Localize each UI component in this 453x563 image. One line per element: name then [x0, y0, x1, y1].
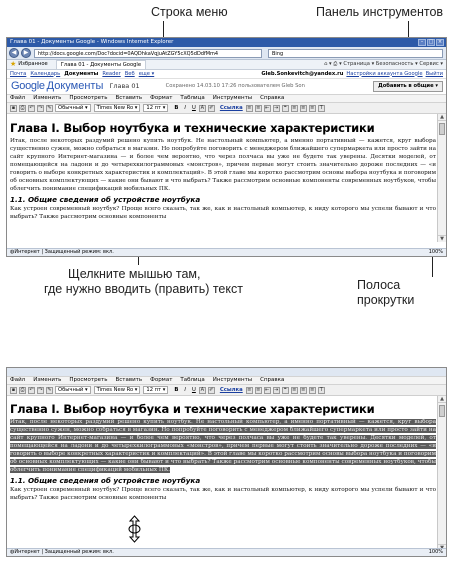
account-settings-link[interactable]: Настройки аккаунта Google	[346, 70, 423, 77]
mouse-cursor-icon	[128, 515, 141, 543]
url-field[interactable]: http://docs.google.com/Doc?docid=0AQDhkaVqjuAtZGY5cXQ5dDdfMm4	[34, 49, 262, 58]
print-doc-icon[interactable]: ⎙	[20, 104, 25, 111]
globe-icon: ◍	[10, 249, 15, 255]
menu-edit[interactable]: Изменить	[33, 377, 62, 383]
user-email: Gleb.Sonkevitch@yandex.ru	[261, 70, 344, 77]
callout-click-line1: Щелкните мышью там,	[68, 267, 201, 281]
highlight-icon[interactable]: ✐	[209, 386, 214, 393]
indent-icon[interactable]: ⇥	[274, 104, 279, 111]
saved-status: Сохранено 14.03.10 17:26 пользователем Gleb Son	[165, 83, 305, 89]
menu-bar-2	[7, 376, 446, 385]
align-right-icon[interactable]: ≡	[310, 386, 315, 393]
window-titlebar	[7, 38, 446, 47]
font-value: Times New Ro	[96, 387, 134, 393]
zoom-level[interactable]: 100%	[428, 249, 443, 255]
back-icon[interactable]: ◀	[9, 48, 19, 58]
vertical-scrollbar[interactable]	[437, 114, 446, 242]
status-bar	[7, 248, 446, 256]
align-center-icon[interactable]: ≡	[301, 386, 306, 393]
menu-insert[interactable]: Вставить	[115, 377, 143, 383]
align-left-icon[interactable]: ≡	[292, 104, 297, 111]
bold-button[interactable]: B	[174, 386, 179, 393]
doc-paragraph[interactable]: Итак, после некоторых раздумий решено купить ноутбук. Не настольный компьютер, а именно портативный — кажется, круг выбора существенно сужен, можно собраться в магазин. Но попробуйте поговорить с менеджером ближайшего супермаркета или просто зайти на сайт крупного Интернет-магазина — и более чем вероятно, что через полчаса вы уже не будете так уверены. Десятки моделей, от помещающейся на ладони и до четырехкилограммовых «монстров», причем первые могут стоить значительно дороже последних — «и говорить о выборе конкретных характеристик и комплектаций». В этой главе мы коротко рассмотрим основы выбора ноутбука и поговорим об основных комплектующих — какие они бывают и что выбрать? Также рассмотрим основные компоненты современных ноутбуков, чтобы облегчить понимание спецификаций мобильных ПК.	[10, 138, 436, 192]
menu-table[interactable]: Таблица	[180, 95, 205, 101]
italic-button[interactable]: I	[184, 104, 186, 111]
quote-icon[interactable]: ❝	[282, 387, 289, 394]
callout-click-line2: где нужно вводить (править) текст	[44, 282, 243, 296]
gbar-calendar[interactable]: Календарь	[30, 70, 61, 77]
doc-paragraph-selected[interactable]	[10, 418, 436, 474]
address-bar	[7, 47, 446, 60]
link-button[interactable]: Ссылка	[219, 386, 243, 393]
scroll-thumb[interactable]	[439, 405, 445, 417]
print-icon[interactable]: ⎙ ▾	[333, 61, 344, 67]
vertical-scrollbar-2[interactable]	[437, 396, 446, 551]
service-menu[interactable]: Сервис	[419, 61, 439, 67]
maximize-button[interactable]: □	[428, 39, 434, 45]
paint-format-icon[interactable]: ✎	[47, 386, 52, 393]
google-bar	[7, 70, 446, 79]
status-bar-2	[7, 548, 446, 556]
scroll-up-icon[interactable]: ▲	[438, 114, 446, 121]
favorites-star-icon[interactable]: ★	[10, 60, 17, 68]
toolbar-2	[7, 385, 446, 396]
gbar-reader[interactable]: Reader	[102, 70, 121, 77]
scroll-down-icon[interactable]: ▼	[438, 235, 446, 242]
style-value: Обычный	[58, 387, 84, 393]
doc-subheading[interactable]: 1.1. Общие сведения об устройстве ноутбука	[10, 476, 201, 485]
forward-icon[interactable]: ▶	[21, 48, 31, 58]
window-title: Глава 01 - Документы Google - Windows Internet Explorer	[10, 39, 174, 45]
menu-format[interactable]: Формат	[150, 377, 173, 383]
align-right-icon[interactable]: ≡	[310, 104, 315, 111]
menu-help[interactable]: Справка	[260, 95, 285, 101]
menu-format[interactable]: Формат	[150, 95, 173, 101]
outdent-icon[interactable]: ⇤	[265, 386, 270, 393]
font-dropdown[interactable]: Times New Ro ▾	[94, 386, 141, 394]
callout-scroll-line1: Полоса	[357, 278, 401, 292]
scroll-thumb[interactable]	[439, 123, 445, 135]
underline-button[interactable]: U	[191, 104, 196, 111]
menu-insert[interactable]: Вставить	[115, 95, 143, 101]
screenshot-editor-selection	[6, 367, 447, 557]
google-logo[interactable]: Google	[11, 80, 45, 92]
window-titlebar-2	[7, 368, 446, 376]
redo-icon[interactable]: ↷	[38, 104, 43, 111]
underline-button[interactable]: U	[191, 386, 196, 393]
highlight-icon[interactable]: ✐	[209, 104, 214, 111]
status-text: Интернет | Защищенный режим: вкл.	[14, 549, 114, 555]
doc-heading[interactable]: Глава I. Выбор ноутбука и технические характеристики	[10, 402, 375, 416]
sign-out-link[interactable]: Выйти	[425, 70, 443, 77]
style-dropdown[interactable]: Обычный ▾	[55, 386, 91, 394]
search-field[interactable]: Bing	[268, 49, 443, 58]
screenshot-browser-full	[6, 37, 447, 257]
italic-button[interactable]: I	[184, 386, 186, 393]
menu-tools[interactable]: Инструменты	[212, 377, 253, 383]
bullet-list-icon[interactable]: ≡	[256, 386, 261, 393]
paint-format-icon[interactable]: ✎	[47, 104, 52, 111]
font-value: Times New Ro	[96, 105, 134, 111]
outdent-icon[interactable]: ⇤	[265, 104, 270, 111]
gbar-web[interactable]: Веб	[124, 70, 135, 77]
clear-format-icon[interactable]: T	[319, 386, 323, 393]
style-value: Обычный	[58, 105, 84, 111]
callout-scroll-line2: прокрутки	[357, 293, 415, 307]
text-color-icon[interactable]: A	[200, 104, 205, 111]
gbar-more[interactable]: еще ▾	[138, 70, 155, 77]
link-button[interactable]: Ссылка	[219, 104, 243, 111]
size-value: 12 пт	[146, 105, 162, 111]
doc-heading[interactable]: Глава I. Выбор ноутбука и технические характеристики	[10, 121, 375, 135]
zoom-level[interactable]: 100%	[428, 549, 443, 555]
bullet-list-icon[interactable]: ≡	[256, 104, 261, 111]
safety-menu[interactable]: Безопасность	[375, 61, 414, 67]
share-button[interactable]: Добавить в общие ▾	[373, 81, 443, 92]
favorites-label[interactable]: Избранное	[18, 61, 48, 67]
indent-icon[interactable]: ⇥	[274, 386, 279, 393]
toolbar	[7, 103, 446, 114]
bold-button[interactable]: B	[174, 104, 179, 111]
menu-view[interactable]: Просмотреть	[69, 95, 108, 101]
undo-icon[interactable]: ↶	[29, 386, 34, 393]
docs-header	[7, 79, 446, 94]
numbered-list-icon[interactable]: ≡	[247, 104, 252, 111]
doc-paragraph-2[interactable]: Как устроен современный ноутбук? Проще всего сказать, так же, как и настольный компьютер, к ниду которого мы успели бывают и что выбрать? Также рассмотрим основные компоненты	[10, 487, 436, 501]
status-text: Интернет | Защищенный режим: вкл.	[14, 249, 114, 255]
menu-edit[interactable]: Изменить	[33, 95, 62, 101]
quote-icon[interactable]: ❝	[282, 105, 289, 112]
menu-view[interactable]: Просмотреть	[69, 377, 108, 383]
font-dropdown[interactable]: Times New Ro ▾	[94, 104, 141, 112]
menu-help[interactable]: Справка	[260, 377, 285, 383]
save-icon[interactable]: ▪	[11, 104, 16, 111]
callout-toolbar: Панель инструментов	[316, 5, 444, 19]
document-body-2[interactable]	[10, 399, 436, 551]
close-button[interactable]: ×	[437, 39, 443, 45]
document-name[interactable]: Глава 01	[109, 82, 140, 90]
clear-format-icon[interactable]: T	[319, 104, 323, 111]
menu-table[interactable]: Таблица	[180, 377, 205, 383]
globe-icon: ◍	[10, 549, 15, 555]
scroll-up-icon[interactable]: ▲	[438, 396, 446, 403]
doc-paragraph-2[interactable]: Как устроен современный ноутбук? Проще всего сказать, так же, как и настольный компьютер, к ниду которого мы успели бывают и что выбрать? Также рассмотрим основные компоненты	[10, 206, 436, 220]
numbered-list-icon[interactable]: ≡	[247, 386, 252, 393]
docs-logo[interactable]: Документы	[46, 80, 104, 92]
gbar-mail[interactable]: Почта	[10, 70, 27, 77]
size-dropdown[interactable]: 12 пт ▾	[143, 386, 168, 394]
align-center-icon[interactable]: ≡	[301, 104, 306, 111]
menu-bar	[7, 94, 446, 103]
text-color-icon[interactable]: A	[200, 386, 205, 393]
redo-icon[interactable]: ↷	[38, 386, 43, 393]
callout-menu-bar: Строка меню	[151, 5, 228, 19]
save-icon[interactable]: ▪	[11, 386, 16, 393]
selected-text[interactable]: Итак, после некоторых раздумий решено купить ноутбук. Не настольный компьютер, а именно портативный — кажется, круг выбора существенно сужен, можно собраться в магазин. Но попробуйте поговорить с менеджером ближайшего супермаркета или просто зайти на сайт крупного Интернет-магазина — и более чем вероятно, что через полчаса вы уже не будете так уверены. Десятки моделей, от помещающейся на ладони и до четырехкилограммовых «монстров», причем первые могут стоить значительно дороже последних — «и говорить о выборе конкретных характеристик и комплектаций». В этой главе мы коротко рассмотрим основы выбора ноутбука и поговорим об основных комплектующих — какие они бывают и что выбрать? Также рассмотрим основные компоненты современных ноутбуков, чтобы облегчить понимание спецификаций мобильных ПК.	[10, 419, 436, 473]
style-dropdown[interactable]: Обычный ▾	[55, 104, 91, 112]
gbar-docs[interactable]: Документы	[64, 70, 99, 77]
menu-file[interactable]: Файл	[10, 377, 26, 383]
align-left-icon[interactable]: ≡	[292, 386, 297, 393]
size-value: 12 пт	[146, 387, 162, 393]
doc-subheading[interactable]: 1.1. Общие сведения об устройстве ноутбука	[10, 195, 201, 204]
favorites-bar: ★ Избранное Глава 01 - Документы Google ⌂ ▾ ⎙ ▾ Страница ▾ Безопасность ▾ Сервис ▾	[7, 60, 446, 70]
undo-icon[interactable]: ↶	[29, 104, 34, 111]
size-dropdown[interactable]: 12 пт ▾	[143, 104, 168, 112]
menu-tools[interactable]: Инструменты	[212, 95, 253, 101]
minimize-button[interactable]: –	[418, 39, 426, 46]
document-body[interactable]	[10, 118, 436, 242]
page-menu[interactable]: Страница	[343, 61, 370, 67]
print-doc-icon[interactable]: ⎙	[20, 386, 25, 393]
browser-tab[interactable]: Глава 01 - Документы Google	[56, 60, 146, 69]
home-icon[interactable]: ⌂ ▾	[324, 61, 334, 67]
menu-file[interactable]: Файл	[10, 95, 26, 101]
